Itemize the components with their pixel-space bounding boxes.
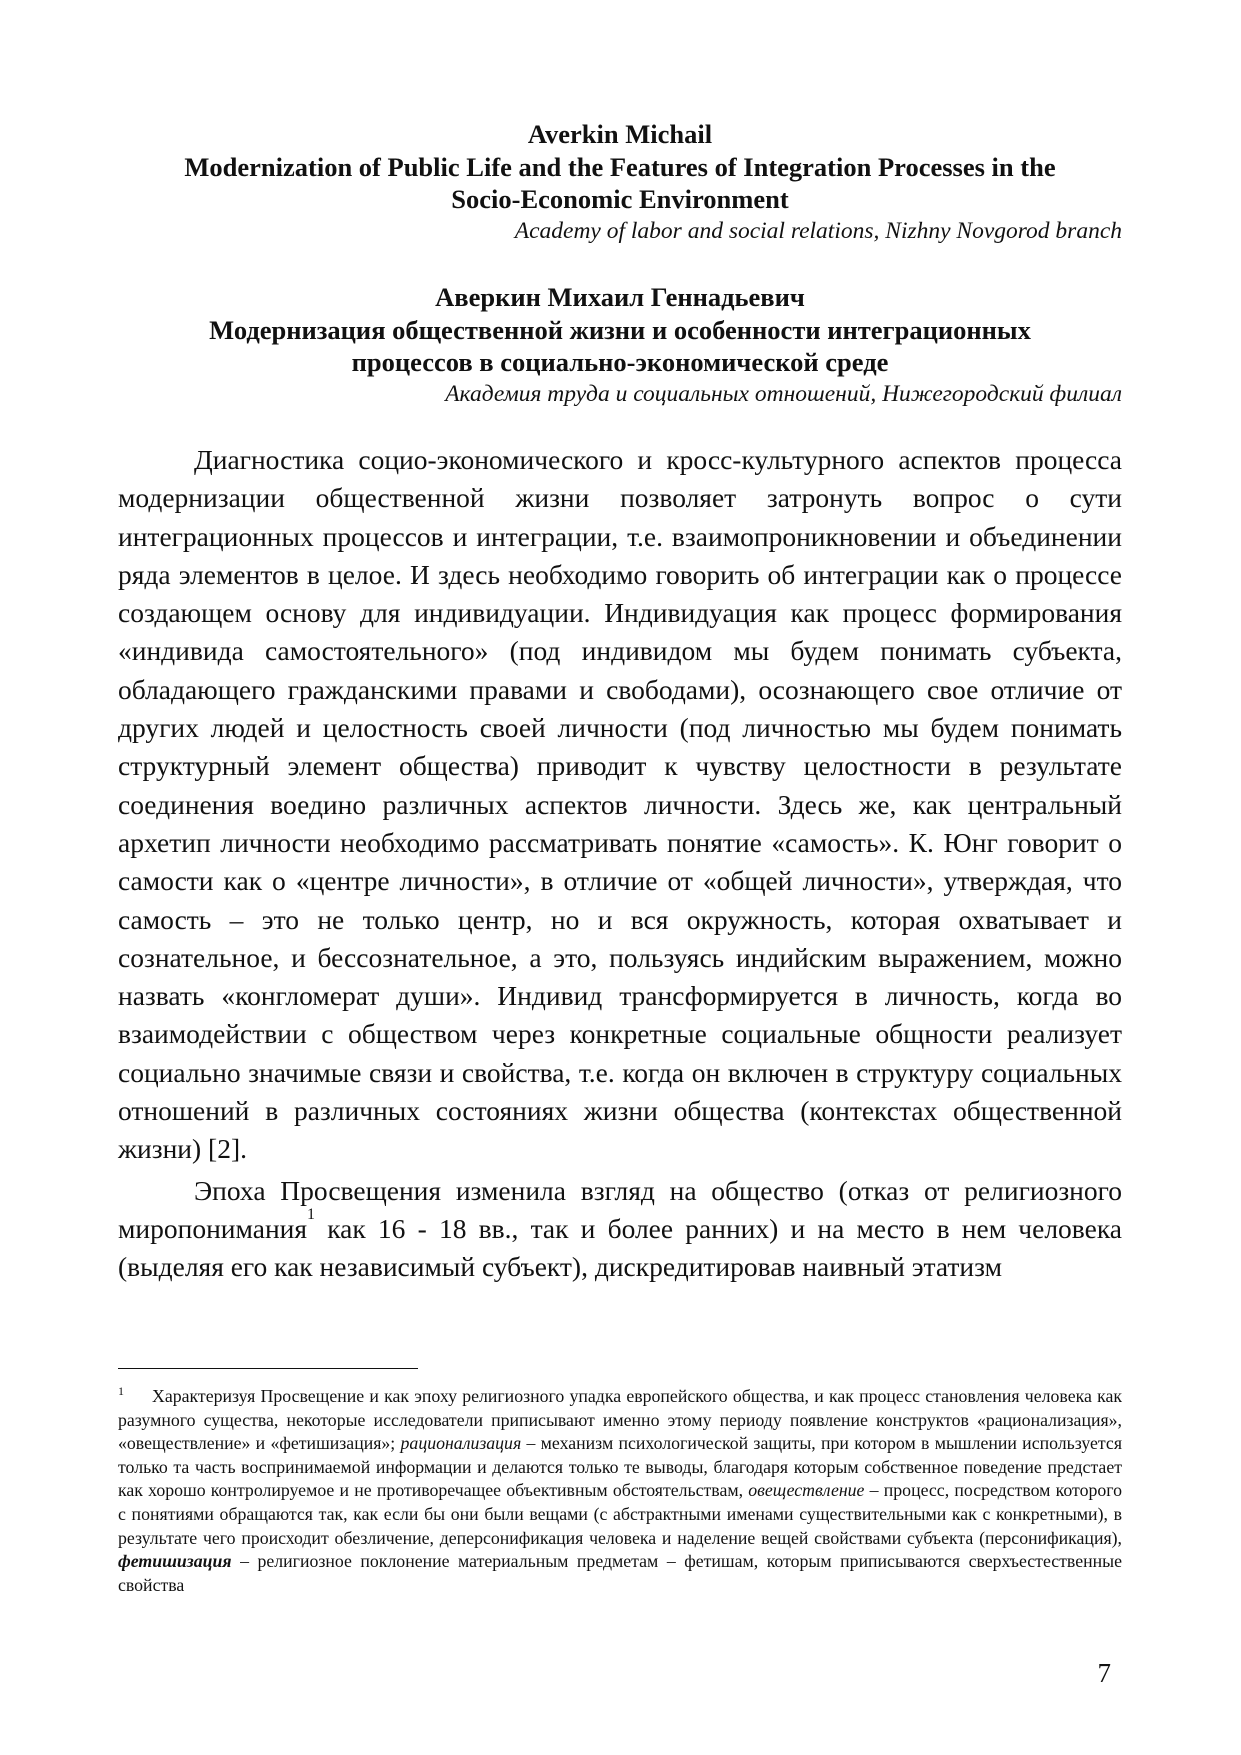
page-number: 7 bbox=[1097, 1658, 1111, 1688]
russian-author: Аверкин Михаил Геннадьевич bbox=[435, 282, 805, 312]
footnote-text-2: – механизм психологической защиты, при котором в мышлении используется только та часть воспринимаемой информации и делаются только те выводы, благодаря которым собственное поведение предстает как хорошо контролируемое и не противоречащее объективным обстоятельствам, bbox=[118, 1433, 1122, 1501]
english-affiliation: Academy of labor and social relations, Nizhny Novgorod branch bbox=[514, 217, 1122, 244]
russian-title-line-1: Модернизация общественной жизни и особенности интеграционных bbox=[209, 314, 1031, 345]
paragraph-2-text-end: как 16 - 18 вв., так и более ранних) и на место в нем человека (выделяя его как независимый субъект), дискредитировав наивный этатизм bbox=[118, 1212, 1122, 1283]
english-header bbox=[118, 118, 1122, 246]
english-title-line-2: Socio-Economic Environment bbox=[451, 184, 789, 214]
footnote-term-fetishization: фетишизация bbox=[118, 1551, 232, 1572]
footnote-text-3: – процесс, посредством которого с понятиями обращаются так, как если бы они были вещами (с абстрактными именами существительными как с конкретными), в результате чего происходит обезличение, деперсонификация человека и наделение вещей свойствами субъекта (персонификация), bbox=[118, 1480, 1122, 1548]
russian-affiliation: Академия труда и социальных отношений, Нижегородский филиал bbox=[445, 380, 1122, 407]
english-author: Averkin Michail bbox=[527, 119, 713, 149]
english-title-line-1: Modernization of Public Life and the Features of Integration Processes in the bbox=[184, 151, 1056, 182]
body-paragraph-2 bbox=[118, 1172, 1122, 1287]
footnote bbox=[118, 1385, 1122, 1597]
article-body bbox=[118, 441, 1122, 1287]
russian-title-line-2: процессов в социально-экономической среде bbox=[351, 347, 889, 377]
footnote-text-4: – религиозное поклонение материальным предметам – фетишам, которым приписываются сверхъестественные свойства bbox=[118, 1551, 1122, 1595]
footnote-term-rationalization: рационализация bbox=[400, 1433, 522, 1454]
paragraph-2-text-start: Эпоха Просвещения изменила взгляд на общество (отказ от религиозного миропонимания bbox=[118, 1174, 1122, 1244]
footnote-divider bbox=[118, 1368, 418, 1369]
footnote-text-1: Характеризуя Просвещение и как эпоху религиозного упадка европейского общества, и как процесс становления человека как разумного существа, некоторые исследователи приписывают именно этому периоду появление конструктов «рационализация», «овеществление» и «фетишизация»; bbox=[118, 1386, 1122, 1454]
footnote-term-reification: овеществление bbox=[748, 1480, 865, 1501]
footnote-number: 1 bbox=[118, 1384, 124, 1398]
footnote-reference[interactable]: 1 bbox=[307, 1205, 316, 1223]
russian-header bbox=[118, 281, 1122, 409]
body-paragraph-1: Диагностика социо-экономического и кросс-культурного аспектов процесса модернизации общественной жизни позволяет затронуть вопрос о сути интеграционных процессов и интеграции, т.е. взаимопроникновении и объединении ряда элементов в целое. И здесь необходимо говорить об интеграции как о процессе создающем основу для индивидуации. Индивидуация как процесс формирования «индивида самостоятельного» (под индивидом мы будем понимать субъекта, обладающего гражданскими правами и свободами), осознающего свое отличие от других людей и целостность своей личности (под личностью мы будем понимать структурный элемент общества) приводит к чувству целостности в результате соединения воедино различных аспектов личности. Здесь же, как центральный архетип личности необходимо рассматривать понятие «самость». К. Юнг говорит о самости как о «центре личности», в отличие от «общей личности», утверждая, что самость – это не только центр, но и вся окружность, которая охватывает и сознательное, и бессознательное, а это, пользуясь индийским выражением, можно назвать «конгломерат души». Индивид трансформируется в личность, когда во взаимодействии с обществом через конкретные социальные общности реализует социально значимые связи и свойства, т.е. когда он включен в структуру социальных отношений в различных состояниях жизни общества (контекстах общественной жизни) [2]. bbox=[118, 444, 1122, 1165]
